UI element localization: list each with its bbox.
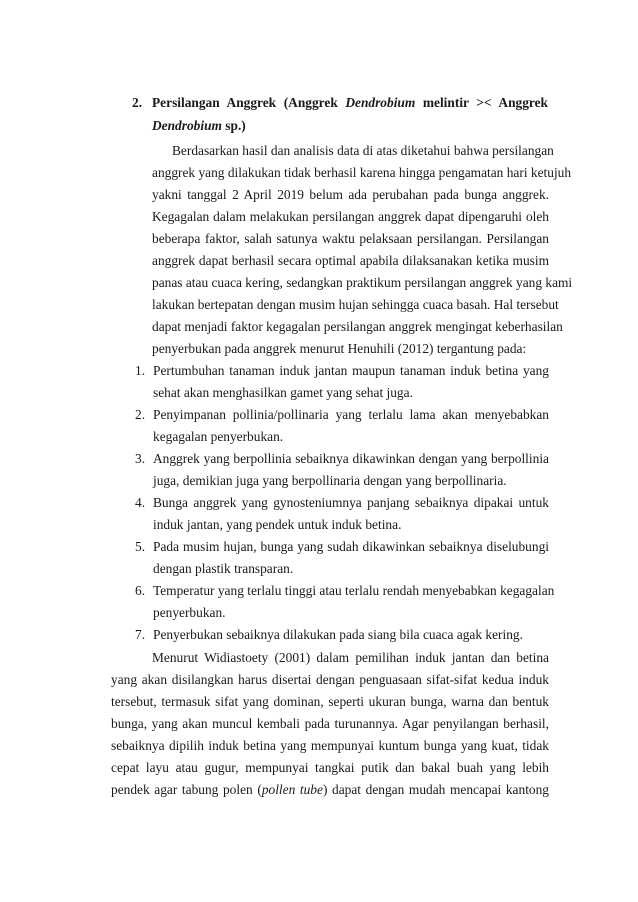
paragraph1-line: lakukan bertepatan dengan musim hujan sehingga cuaca basah. Hal tersebut — [152, 297, 559, 312]
list-item-number: 7. — [135, 627, 146, 642]
list-item-line: Bunga anggrek yang gynosteniumnya panjang sebaiknya dipakai untuk — [153, 495, 549, 510]
paragraph1-line: dapat menjadi faktor kegagalan persilangan anggrek mengingat keberhasilan — [152, 319, 563, 334]
paragraph1-line: beberapa faktor, salah satunya waktu pelaksaan persilangan. Persilangan — [152, 231, 549, 246]
list-item-line: kegagalan penyerbukan. — [153, 429, 284, 444]
list-item-number: 6. — [135, 583, 146, 598]
list-item-line: sehat akan menghasilkan gamet yang sehat juga. — [153, 385, 413, 400]
list-item-line: juga, demikian juga yang berpollinaria dengan yang berpollinaria. — [153, 473, 507, 488]
list-item-number: 3. — [135, 451, 146, 466]
paragraph1-line: Kegagalan dalam melakukan persilangan anggrek dapat dipengaruhi oleh — [152, 209, 549, 224]
list-item-number: 4. — [135, 495, 146, 510]
paragraph2-line: sebaiknya dipilih induk betina yang mempunyai kuntum bunga yang kuat, tidak — [111, 738, 549, 753]
list-item-number: 2. — [135, 407, 146, 422]
paragraph2-line: bunga, yang akan muncul kembali pada turunannya. Agar penyilangan berhasil, — [111, 716, 549, 731]
paragraph2-line: cepat layu atau gugur, mempunyai tangkai putik dan bakal buah yang lebih — [111, 760, 549, 775]
list-item-line: penyerbukan. — [153, 605, 226, 620]
list-item-number: 1. — [135, 363, 146, 378]
paragraph1-line: anggrek yang dilakukan tidak berhasil karena hingga pengamatan hari ketujuh — [152, 165, 572, 180]
section-title-line-1: Persilangan Anggrek (Anggrek Dendrobium melintir >< Anggrek — [152, 95, 548, 110]
list-item-line: Pertumbuhan tanaman induk jantan maupun tanaman induk betina yang — [153, 363, 549, 378]
section-title-line-2: Dendrobium sp.) — [152, 118, 246, 133]
list-item-line: induk jantan, yang pendek untuk induk betina. — [153, 517, 402, 532]
list-item-number: 5. — [135, 539, 146, 554]
paragraph1-line: penyerbukan pada anggrek menurut Henuhili (2012) tergantung pada: — [152, 341, 527, 356]
paragraph1-line: Berdasarkan hasil dan analisis data di atas diketahui bahwa persilangan — [172, 143, 554, 158]
list-item-line: Penyerbukan sebaiknya dilakukan pada siang bila cuaca agak kering. — [153, 627, 523, 642]
paragraph1-line: panas atau cuaca kering, sedangkan praktikum persilangan anggrek yang kami — [152, 275, 573, 290]
list-item-line: Anggrek yang berpollinia sebaiknya dikawinkan dengan yang berpollinia — [153, 451, 549, 466]
section-number: 2. — [132, 95, 143, 110]
list-item-line: Penyimpanan pollinia/pollinaria yang terlalu lama akan menyebabkan — [153, 407, 549, 422]
paragraph1-line: anggrek dapat berhasil secara optimal apabila dilaksanakan ketika musim — [152, 253, 549, 268]
list-item-line: Temperatur yang terlalu tinggi atau terlalu rendah menyebabkan kegagalan — [153, 583, 555, 598]
paragraph2-line: pendek agar tabung polen (pollen tube) dapat dengan mudah mencapai kantong — [111, 782, 550, 797]
paragraph2-line: yang akan disilangkan harus disertai dengan penguasaan sifat-sifat kedua induk — [111, 672, 549, 687]
list-item-line: dengan plastik transparan. — [153, 561, 294, 576]
paragraph2-line: Menurut Widiastoety (2001) dalam pemilihan induk jantan dan betina — [152, 650, 549, 665]
paragraph2-line: tersebut, termasuk sifat yang dominan, seperti ukuran bunga, warna dan bentuk — [111, 694, 549, 709]
list-item-line: Pada musim hujan, bunga yang sudah dikawinkan sebaiknya diselubungi — [153, 539, 549, 554]
paragraph1-line: yakni tanggal 2 April 2019 belum ada perubahan pada bunga anggrek. — [152, 187, 549, 202]
